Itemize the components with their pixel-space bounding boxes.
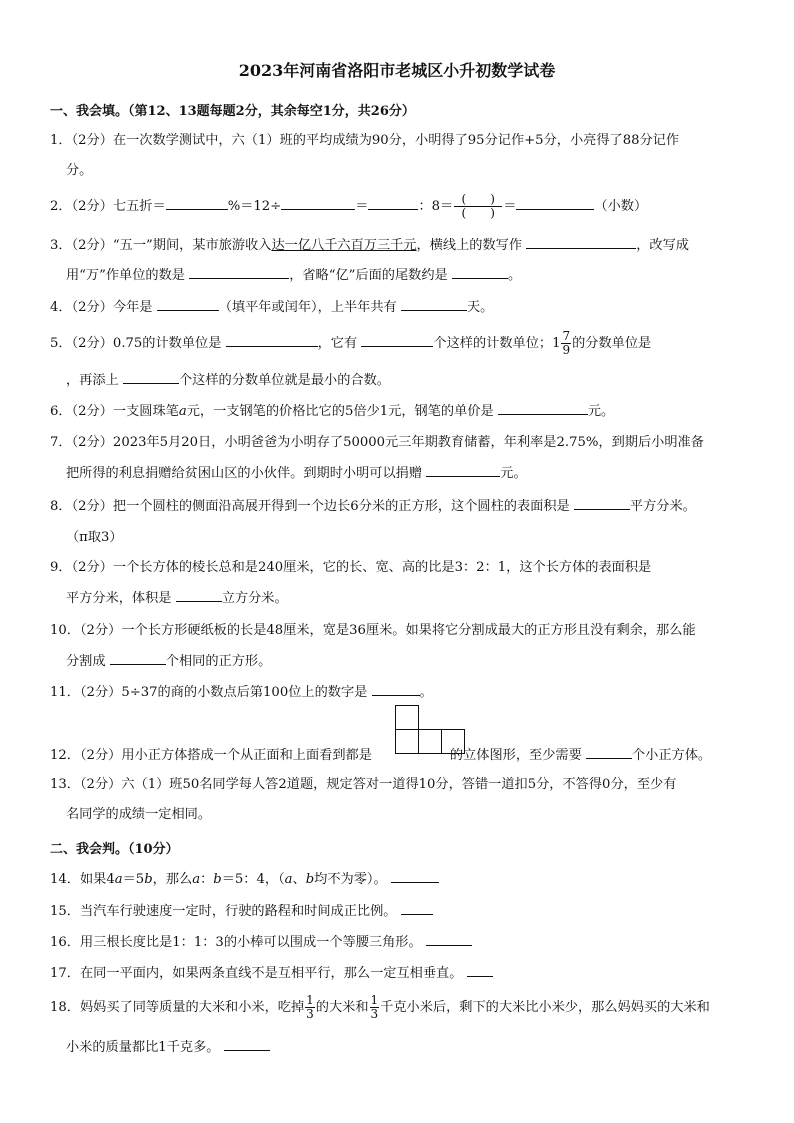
question-6: 6．（2分）一支圆珠笔a元，一支钢笔的价格比它的5倍少1元，钢笔的单价是 元。 [50, 400, 614, 419]
question-2: 2．（2分）七五折＝ %＝12÷ ＝ ：8＝ $\frac{( )}{( )}$ ＝ （小数） [50, 192, 648, 220]
answer-blank[interactable] [467, 963, 493, 977]
question-9: 9．（2分）一个长方体的棱长总和是240厘米，它的长、宽、高的比是3：2：1，这个长方体的表面积是 [50, 560, 652, 575]
mixed-number: 1 $\frac{7}{9}$ [552, 329, 571, 357]
question-8: 8．（2分）把一个圆柱的侧面沿高展开得到一个边长6分米的正方形，这个圆柱的表面积是 平方分米。 [50, 495, 696, 514]
fraction-one-third: $\frac{1}{3}$ [370, 993, 379, 1021]
answer-blank[interactable] [176, 588, 222, 602]
answer-blank[interactable] [526, 235, 636, 249]
question-7-cont: 把所得的利息捐赠给贫困山区的小伙伴。到期时小明可以捐赠 元。 [66, 462, 527, 481]
fraction-one-third: $\frac{1}{3}$ [306, 993, 314, 1021]
question-10-cont: 分割成 个相同的正方形。 [66, 650, 271, 669]
question-4: 4．（2分）今年是 （填平年或闰年），上半年共有 天。 [50, 296, 493, 315]
answer-blank[interactable] [189, 265, 289, 279]
question-17: 17．在同一平面内，如果两条直线不是互相平行，那么一定互相垂直。 [50, 962, 493, 981]
question-18: 18．妈妈买了同等质量的大米和小米，吃掉 $\frac{1}{3}$ 的大米和 $\frac{1}{3}$ 千克小米后，剩下的大米比小米少，那么妈妈买的大米和 [50, 993, 710, 1021]
answer-blank[interactable] [123, 370, 179, 384]
answer-blank[interactable] [361, 333, 433, 347]
question-9-cont: 平方分米，体积是 立方分米。 [66, 587, 288, 606]
answer-blank[interactable] [157, 297, 219, 311]
cube-square [395, 705, 419, 730]
answer-blank[interactable] [401, 901, 433, 915]
answer-blank[interactable] [372, 682, 420, 696]
question-18-cont: 小米的质量都比1千克多。 [66, 1036, 270, 1055]
page-title: 2023年河南省洛阳市老城区小升初数学试卷 [238, 61, 556, 80]
question-10: 10．（2分）一个长方形硬纸板的长是48厘米，宽是36厘米。如果将它分割成最大的正方形且没有剩余，那么能 [50, 623, 696, 638]
question-1: 1．（2分）在一次数学测试中，六（1）班的平均成绩为90分，小明得了95分记作+5分，小亮得了88分记作 [50, 133, 680, 148]
question-13: 13．（2分）六（1）班50名同学每人答2道题，规定答对一道得10分，答错一道扣5分，不答得0分，至少有 [50, 777, 677, 792]
answer-blank[interactable] [426, 932, 472, 946]
section-1-heading: 一、我会填。（第12、13题每题2分，其余每空1分，共26分） [50, 104, 415, 119]
question-1-cont: 分。 [66, 163, 93, 178]
answer-blank[interactable] [452, 265, 508, 279]
answer-blank[interactable] [226, 333, 318, 347]
answer-blank[interactable] [391, 869, 439, 883]
question-11: 11．（2分）5÷37的商的小数点后第100位上的数字是 。 [50, 681, 433, 700]
question-3: 3．（2分）“五一”期间，某市旅游收入达一亿八千六百万三千元，横线上的数写作 ，改写成 [50, 234, 689, 253]
answer-blank[interactable] [574, 496, 630, 510]
answer-blank[interactable] [281, 196, 355, 210]
answer-blank[interactable] [516, 196, 594, 210]
answer-blank[interactable] [426, 463, 500, 477]
answer-blank[interactable] [401, 297, 467, 311]
answer-blank[interactable] [224, 1037, 270, 1051]
question-13-cont: 名同学的成绩一定相同。 [66, 807, 212, 822]
section-2-heading: 二、我会判。（10分） [50, 842, 179, 857]
question-15: 15．当汽车行驶速度一定时，行驶的路程和时间成正比例。 [50, 900, 433, 919]
answer-blank[interactable] [166, 196, 228, 210]
question-16: 16．用三根长度比是1：1：3的小棒可以围成一个等腰三角形。 [50, 931, 472, 950]
answer-blank[interactable] [498, 401, 588, 415]
blank-fraction[interactable]: $\frac{( )}{( )}$ [454, 193, 502, 220]
question-14: 14．如果4a＝5b，那么a：b＝5：4，（a、b均不为零）。 [50, 868, 439, 887]
question-12: 12．（2分）用小正方体搭成一个从正面和上面看到都是 的立体图形，至少需要 个小正方体。 [50, 744, 711, 763]
question-8-cont: （π取3） [66, 530, 123, 545]
question-5: 5．（2分）0.75的计数单位是 ，它有 个这样的计数单位；1 $\frac{7}{9}$ 的分数单位是 [50, 329, 652, 357]
question-3-cont: 用“万”作单位的数是 ，省略“亿”后面的尾数约是 。 [66, 264, 521, 283]
answer-blank[interactable] [586, 745, 632, 759]
question-5-cont: ，再添上 个这样的分数单位就是最小的合数。 [66, 369, 390, 388]
answer-blank[interactable] [368, 196, 418, 210]
question-7: 7．（2分）2023年5月20日，小明爸爸为小明存了50000元三年期教育储蓄，年利率是2.75%，到期后小明准备 [50, 435, 704, 450]
answer-blank[interactable] [110, 651, 166, 665]
